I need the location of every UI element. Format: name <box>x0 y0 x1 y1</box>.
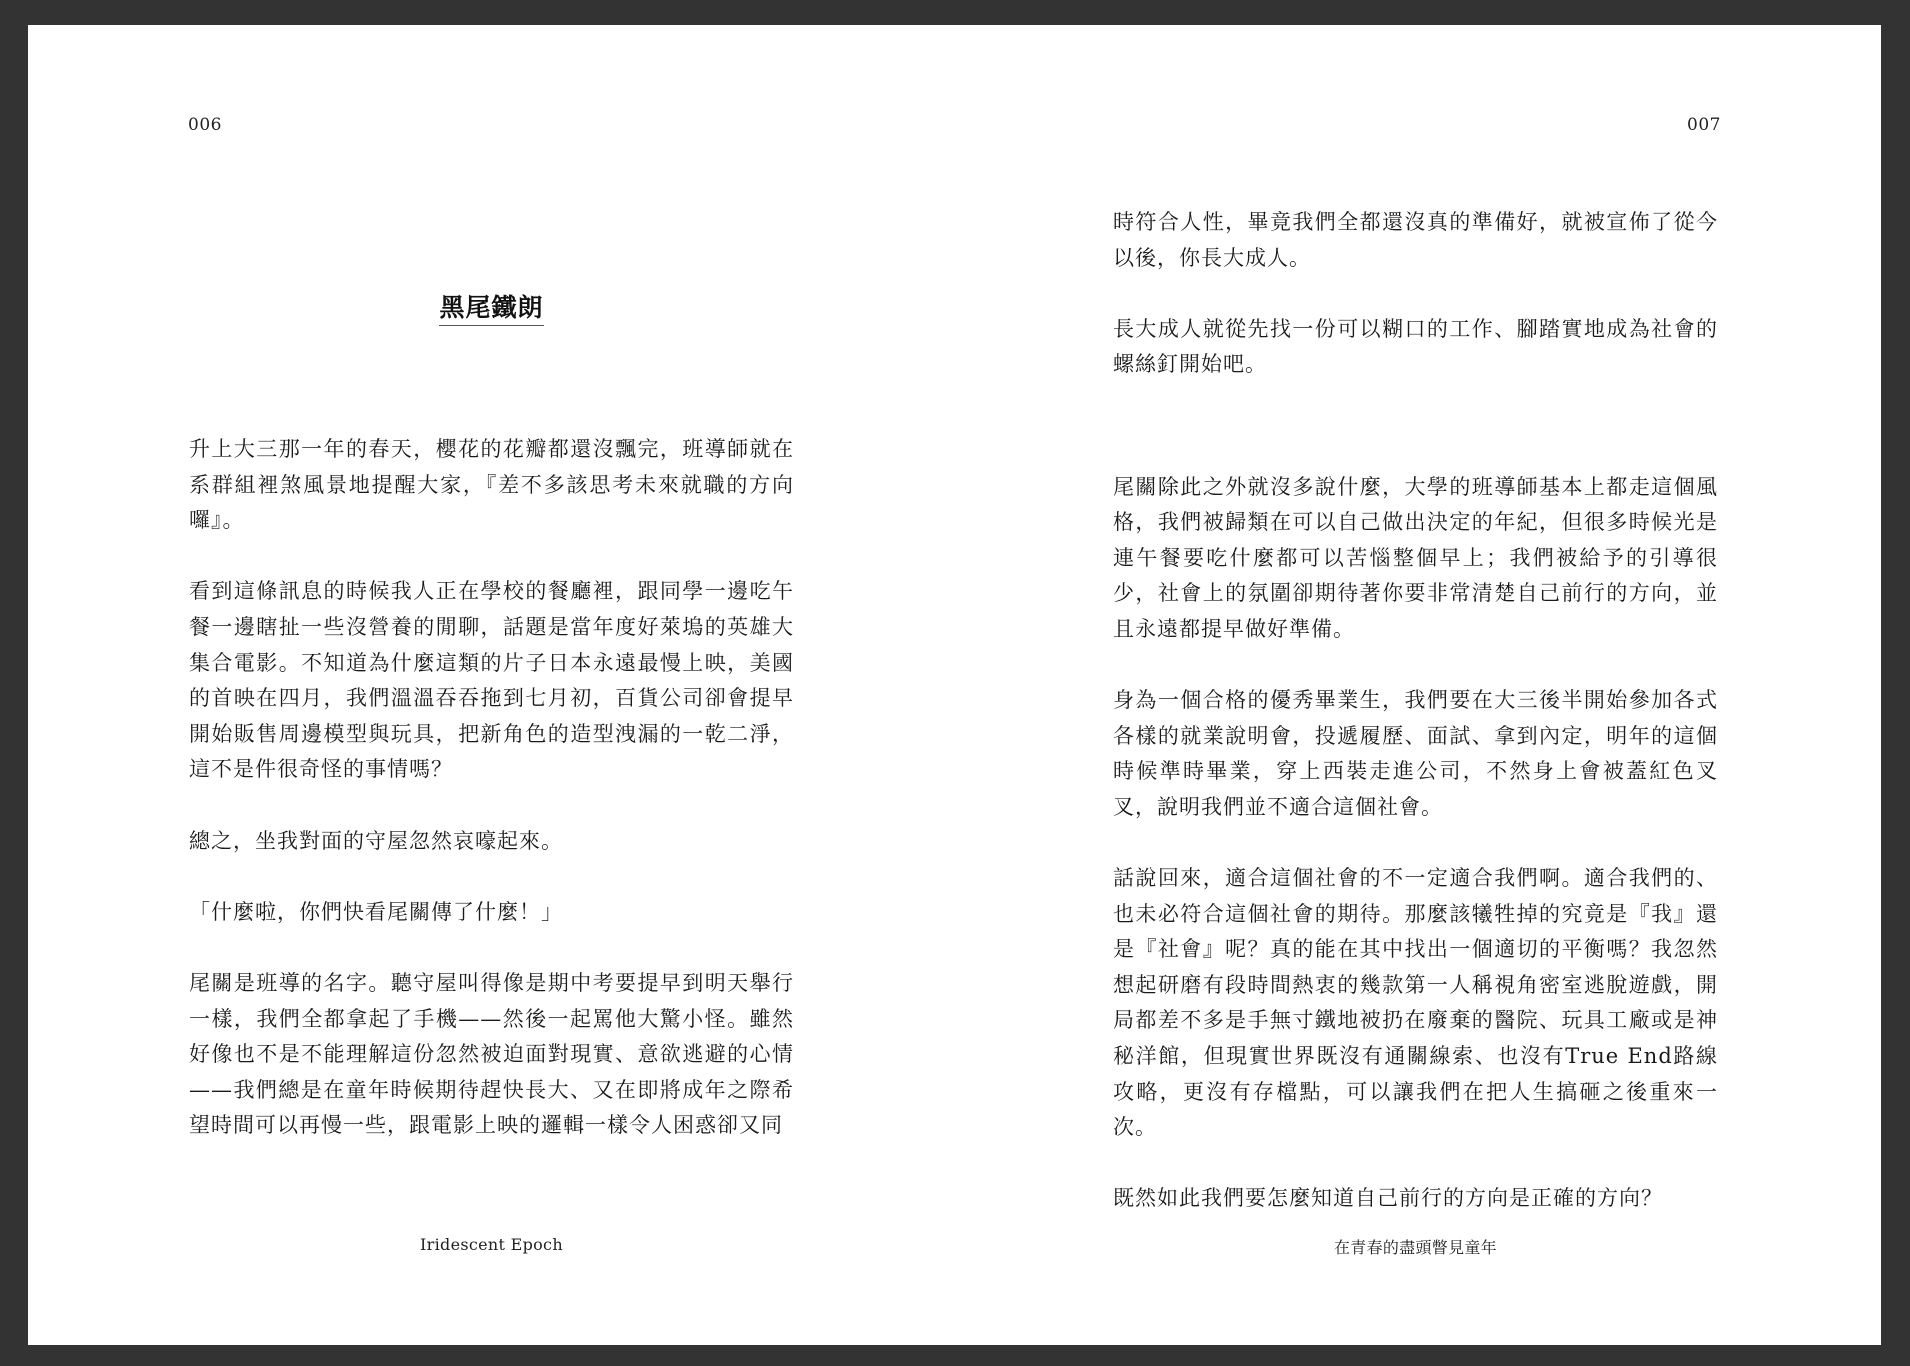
paragraph: 話說回來，適合這個社會的不一定適合我們啊。適合我們的、也未必符合這個社會的期待。那麼該犧牲掉的究竟是『我』還是『社會』呢？真的能在其中找出一個適切的平衡嗎？我忽然想起研磨有段時間熱衷的幾款第一人稱視角密室逃脫遊戲，開局都差不多是手無寸鐵地被扔在廢棄的醫院、玩具工廠或是神秘洋館，但現實世界既沒有通關線索、也沒有True End路線攻略，更沒有存檔點，可以讓我們在把人生搞砸之後重來一次。 <box>1113 866 1718 1140</box>
chapter-title <box>189 288 794 324</box>
book-spread <box>28 25 1881 1345</box>
paragraph: 尾關除此之外就沒多說什麼，大學的班導師基本上都走這個風格，我們被歸類在可以自己做出決定的年紀，但很多時候光是連午餐要吃什麼都可以苦惱整個早上；我們被給予的引導很少，社會上的氛圍卻期待著你要非常清楚自己前行的方向，並且永遠都提早做好準備。 <box>1113 474 1718 641</box>
paragraph: 尾關是班導的名字。聽守屋叫得像是期中考要提早到明天舉行一樣，我們全都拿起了手機——然後一起罵他大驚小怪。雖然好像也不是不能理解這份忽然被迫面對現實、意欲逃避的心情——我們總是在童年時候期待趕快長大、又在即將成年之際希望時間可以再慢一些，跟電影上映的邏輯一樣令人困惑卻又同 <box>189 970 794 1138</box>
chapter-title-text: 黑尾鐵朗 <box>439 293 543 326</box>
paragraph: 升上大三那一年的春天，櫻花的花瓣都還沒飄完，班導師就在系群組裡煞風景地提醒大家，『差不多該思考未來就職的方向囉』。 <box>189 437 794 533</box>
paragraph: 既然如此我們要怎麼知道自己前行的方向是正確的方向？ <box>1113 1186 1663 1211</box>
page-number-left: 006 <box>188 115 222 135</box>
right-page-body <box>1113 205 1718 1217</box>
footer-right: 在青春的盡頭瞥見童年 <box>1333 1238 1497 1257</box>
paragraph: 看到這條訊息的時候我人正在學校的餐廳裡，跟同學一邊吃午餐一邊瞎扯一些沒營養的閒聊，話題是當年度好萊塢的英雄大集合電影。不知道為什麼這類的片子日本永遠最慢上映，美國的首映在四月，我們溫溫吞吞拖到七月初，百貨公司卻會提早開始販售周邊模型與玩具，把新角色的造型洩漏的一乾二淨，這不是件很奇怪的事情嗎？ <box>189 579 794 782</box>
footer-left: Iridescent Epoch <box>420 1235 563 1254</box>
paragraph: 時符合人性，畢竟我們全都還沒真的準備好，就被宣佈了從今以後，你長大成人。 <box>1113 210 1718 270</box>
paragraph: 總之，坐我對面的守屋忽然哀嚎起來。 <box>189 828 563 853</box>
page-number-right: 007 <box>1687 115 1721 135</box>
left-page-body <box>189 432 794 1144</box>
paragraph: 長大成人就從先找一份可以糊口的工作、腳踏實地成為社會的螺絲釘開始吧。 <box>1113 316 1718 377</box>
paragraph: 身為一個合格的優秀畢業生，我們要在大三後半開始參加各式各樣的就業說明會，投遞履歷、面試、拿到內定，明年的這個時候準時畢業，穿上西裝走進公司，不然身上會被蓋紅色叉叉，說明我們並不適合這個社會。 <box>1113 688 1718 819</box>
paragraph: 「什麼啦，你們快看尾關傳了什麼！」 <box>189 899 563 924</box>
